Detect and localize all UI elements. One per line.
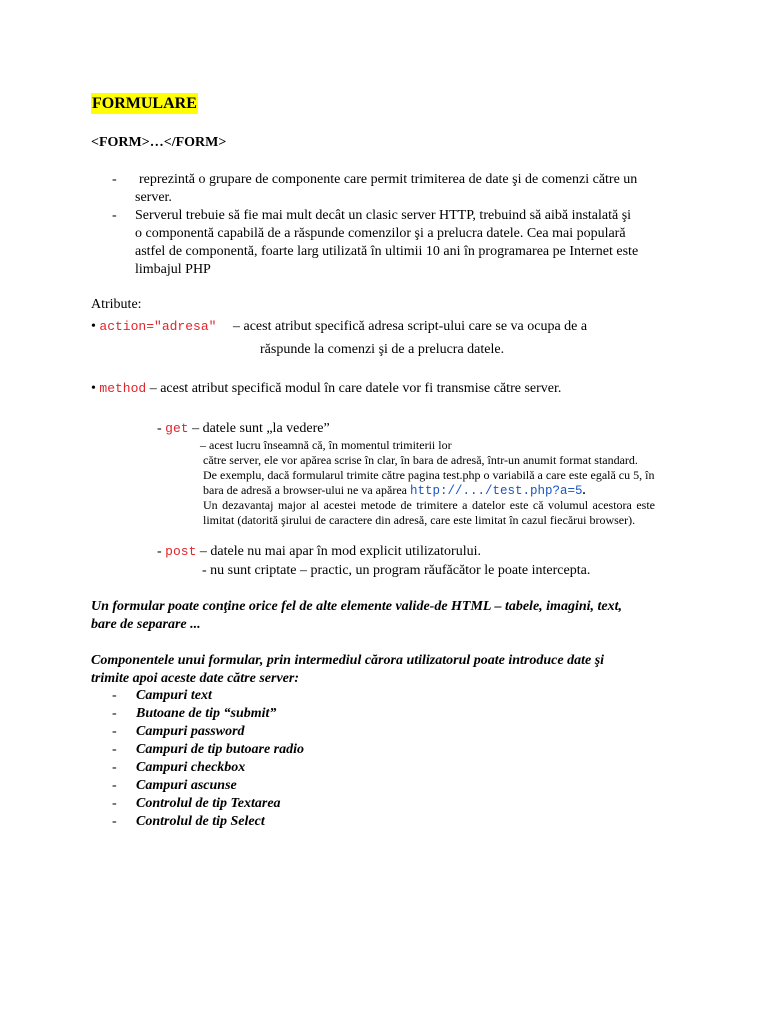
- action-attribute: [91, 318, 216, 336]
- get-line-3: De exemplu, dacă formularul trimite către pagina test.php o variabilă a care este egală cu 5, în: [203, 468, 655, 482]
- note-2-line-2: trimite apoi aceste date către server:: [91, 671, 299, 686]
- bullet-dash: -: [112, 208, 117, 223]
- action-desc-1: – acest atribut specifică adresa script-ului care se va ocupa de a: [233, 319, 588, 334]
- bullet-2-line-1: Serverul trebuie să fie mai mult decât un clasic server HTTP, trebuind să aibă instalată şi: [135, 208, 632, 223]
- components-list: [112, 687, 304, 831]
- form-tag-heading: <FORM>…</FORM>: [91, 135, 227, 150]
- get-desc: – datele sunt „la vedere”: [192, 421, 330, 436]
- list-item: - Butoane de tip “submit”: [112, 706, 277, 721]
- get-line-4: bara de adresă a browser-ului ne va apărea http://.../test.php?a=5.: [203, 483, 586, 498]
- list-item: - Campuri ascunse: [112, 778, 237, 793]
- list-item: - Campuri password: [112, 724, 245, 739]
- get-code: get: [165, 421, 189, 436]
- get-option: - get – datele sunt „la vedere”: [157, 421, 330, 436]
- bullet-2-line-4: limbajul PHP: [135, 262, 211, 277]
- post-desc-2: - nu sunt criptate – practic, un program răufăcător le poate intercepta.: [202, 563, 591, 578]
- note-1-line-2: bare de separare ...: [91, 617, 201, 632]
- get-line-6: limitat (datorită şirului de caractere din adresă, care este limitat în cazul fiecărui browser).: [203, 513, 636, 527]
- post-option: - post – datele nu mai apar în mod explicit utilizatorului.: [157, 544, 481, 559]
- method-desc: – acest atribut specifică modul în care datele vor fi transmise către server.: [149, 381, 562, 396]
- get-line-1: – acest lucru înseamnă că, în momentul trimiterii lor: [200, 438, 452, 452]
- get-line-2: către server, ele vor apărea scrise în clar, în bara de adresă, într-un anumit format standard.: [203, 453, 638, 467]
- page-title: FORMULARE: [92, 95, 197, 112]
- method-code: method: [99, 381, 147, 396]
- note-1-line-1: Un formular poate conţine orice fel de alte elemente valide-de HTML – tabele, imagini, text,: [91, 599, 623, 614]
- bullet-dash: -: [112, 172, 117, 187]
- list-item: - Campuri de tip butoare radio: [112, 742, 305, 757]
- get-line-5: Un dezavantaj major al acestei metode de trimitere a datelor este că volumul acestora este: [203, 498, 655, 512]
- action-desc-2: răspunde la comenzi şi de a prelucra datele.: [260, 342, 505, 357]
- bullet-dot: •: [91, 319, 96, 334]
- list-item: - Controlul de tip Select: [112, 814, 265, 829]
- example-url-link[interactable]: http://.../test.php?a=5: [409, 484, 583, 498]
- bullet-1-line-2: server.: [135, 190, 172, 205]
- bullet-1-line-1: reprezintă o grupare de componente care permit trimiterea de date şi de comenzi către un: [139, 172, 638, 187]
- bullet-dot: •: [91, 381, 96, 396]
- list-item: - Campuri checkbox: [112, 760, 246, 775]
- list-item: - Campuri text: [112, 688, 212, 703]
- list-item: - Controlul de tip Textarea: [112, 796, 281, 811]
- post-code: post: [165, 544, 197, 559]
- post-desc-1: – datele nu mai apar în mod explicit utilizatorului.: [199, 544, 481, 559]
- method-attribute: [91, 380, 561, 398]
- bullet-2-line-2: o componentă capabilă de a răspunde comenzilor şi a prelucra datele. Cea mai populară: [135, 226, 626, 241]
- attributes-label: Atribute:: [91, 297, 142, 312]
- bullet-2-line-3: astfel de componentă, foarte larg utilizată în ultimii 10 ani în programarea pe Internet este: [135, 244, 639, 259]
- note-2-line-1: Componentele unui formular, prin intermediul cărora utilizatorul poate introduce date şi: [91, 653, 605, 668]
- action-code: action="adresa": [99, 319, 217, 334]
